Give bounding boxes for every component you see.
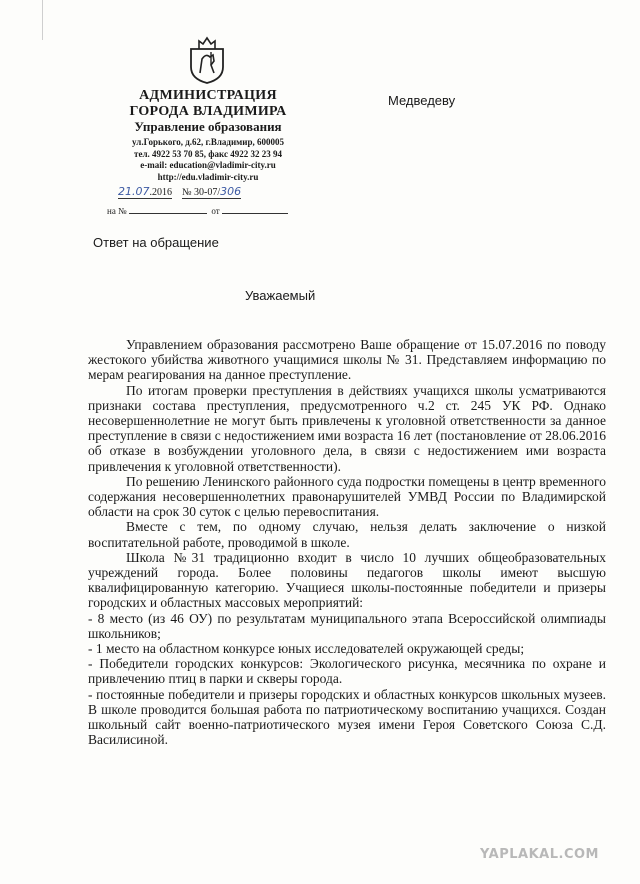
handwritten-number: 306 [220, 185, 242, 198]
org-name-line2: ГОРОДА ВЛАДИМИРА [129, 103, 287, 119]
ref-from: от [211, 206, 220, 216]
phone-fax: тел. 4922 53 70 85, факс 4922 32 23 94 [134, 148, 282, 159]
paragraph: Управлением образования рассмотрено Ваше обращение от 15.07.2016 по поводу жестокого убийства животного учащимися школы № 31. Представляем информацию по мерам реагирования на данное преступление. [88, 337, 606, 383]
achievement-item: - постоянные победители и призеры городских и областных конкурсов школьных музеев. В школе проводится большая работа по патриотическому воспитанию учащихся. Создан школьный сайт военно-патриотического музея имени Героя Советского Союза С.Д. Василисиной. [88, 686, 606, 748]
paragraph: Школа №31 традиционно входит в число 10 лучших общеобразовательных учреждений города. Более половины педагогов школы имеют высшую квалифицированную категорию. Учащиеся школы-постоянные победители и призеры городских и областных массовых мероприятий: [88, 549, 606, 611]
org-name-line1: АДМИНИСТРАЦИЯ [139, 88, 277, 103]
reference-line [107, 205, 288, 216]
fold-mark [42, 0, 43, 40]
department-name: Управление образования [134, 119, 282, 135]
ref-date-blank [222, 205, 288, 214]
outgoing-date-number [118, 185, 241, 199]
postal-address: ул.Горького, д.62, г.Владимир, 600005 [132, 136, 284, 147]
achievement-item: - Победители городских конкурсов: Экологического рисунка, месячника по охране и привлечению птиц в парки и скверы города. [88, 656, 606, 687]
watermark: YAPLAKAL.COM [480, 847, 599, 862]
addressee: Медведеву [388, 93, 456, 108]
ref-prefix: на № [107, 206, 127, 216]
website: http://edu.vladimir-city.ru [157, 171, 259, 182]
coat-of-arms-icon [187, 35, 227, 85]
paragraph: Вместе с тем, по одному случаю, нельзя делать заключение о низкой воспитательной работе, проводимой в школе. [88, 519, 606, 550]
letter-body [88, 337, 606, 747]
handwritten-date: 21.07 [118, 185, 150, 198]
date-year: .2016 [149, 187, 172, 198]
salutation: Уважаемый [245, 288, 316, 303]
ref-number-blank [129, 205, 207, 214]
subject-line: Ответ на обращение [93, 235, 219, 250]
email-address: e-mail: education@vladimir-city.ru [140, 160, 276, 171]
achievement-item: - 1 место на областном конкурсе юных исследователей окружающей среды; [88, 641, 525, 657]
paragraph: По решению Ленинского районного суда подростки помещены в центр временного содержания несовершеннолетних правонарушителей УМВД России по Владимирской области на срок 30 суток с целью перевоспитания. [88, 473, 606, 520]
paragraph: По итогам проверки преступления в действиях учащихся школы усматриваются признаки состава преступления, предусмотренного ч.2 ст. 245 УК РФ. Однако несовершеннолетние не могут быть привлечены к уголовной ответственности за данное преступление в связи с недостижением ими возраста 16 лет (постановление от 28.06.2016 об отказе в возбуждении уголовного дела, в связи с недостижением ими возраста привлечения к уголовной ответственности). [88, 382, 606, 474]
achievement-item: - 8 место (из 46 ОУ) по результатам муниципального этапа Всероссийской олимпиады школьников; [88, 610, 606, 641]
number-prefix: № 30-07/ [182, 187, 221, 198]
letterhead [98, 88, 318, 184]
